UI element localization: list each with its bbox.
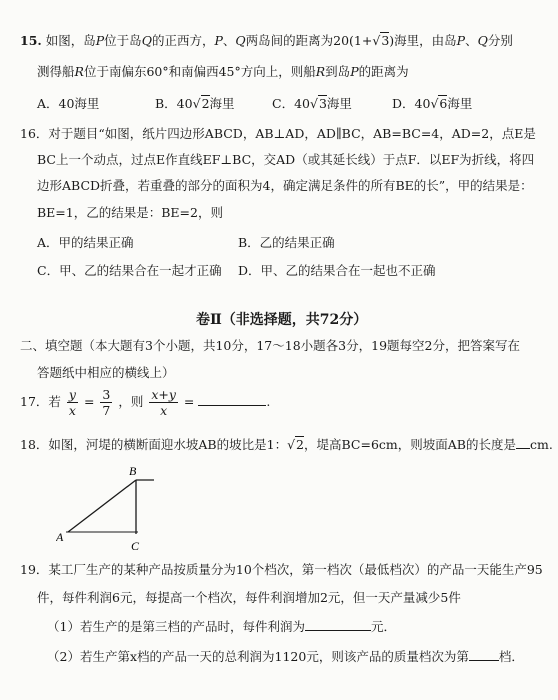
question-16-option-b: B．乙的结果正确 bbox=[238, 235, 335, 250]
question-19-line-1: 19．某工厂生产的某种产品按质量分为10个档次，第一档次（最低档次）的产品一天能生产95 bbox=[20, 562, 543, 577]
question-16-line-4: BE=1，乙的结果是：BE=2，则 bbox=[37, 205, 223, 220]
question-15-option-a: A．40海里 bbox=[37, 96, 100, 111]
answer-blank[interactable] bbox=[469, 660, 499, 661]
label-c: C bbox=[131, 539, 140, 552]
part-2-instructions-line-1: 二、填空题（本大题有3个小题，共10分，17～18小题各3分，19题每空2分，把答案写在 bbox=[20, 338, 520, 353]
fraction-3-over-7: $\frac{3}{7}$ bbox=[102, 387, 111, 418]
fraction-x-plus-y-over-x: $\frac{x+y}{x}$ bbox=[151, 387, 176, 418]
fraction-y-over-x: $\frac{y}{x}$ bbox=[68, 387, 76, 418]
question-19-sub-1: （1）若生产的是第三档的产品时，每件利润为 元． bbox=[47, 619, 396, 634]
question-15-option-d: D．40√6海里 bbox=[392, 96, 473, 111]
label-a: A bbox=[56, 530, 64, 544]
answer-blank[interactable] bbox=[305, 630, 371, 631]
question-15-line-1: 15. 如图，岛P位于岛Q的正西方，P、Q两岛间的距离为20(1+√3)海里，由岛P、Q分别 bbox=[20, 33, 513, 48]
slope-line-ab bbox=[68, 480, 136, 532]
answer-blank[interactable] bbox=[198, 405, 266, 406]
answer-blank[interactable] bbox=[516, 448, 530, 449]
question-16-option-d: D．甲、乙的结果合在一起也不正确 bbox=[238, 263, 436, 278]
question-17: 17．若 $\frac{y}{x}$ = $\frac{3}{7}$ ，则 $\frac{x+y}{x}$ = . bbox=[20, 387, 271, 418]
label-b: B bbox=[129, 464, 137, 478]
question-19-line-2: 件，每件利润6元，每提高一个档次，每件利润增加2元，但一天产量减少5件 bbox=[37, 590, 461, 605]
question-16-line-1: 16．对于题目“如图，纸片四边形ABCD，AB⊥AD，AD∥BC，AB=BC=4，AD=2，点E是 bbox=[20, 126, 536, 141]
question-18: 18．如图，河堤的横断面迎水坡AB的坡比是1：√2，堤高BC=6cm，则坡面AB的长度是 cm. bbox=[20, 437, 553, 452]
slope-figure bbox=[56, 462, 186, 552]
question-15-option-b: B．40√2海里 bbox=[155, 96, 235, 111]
question-15-line-2: 测得船R位于南偏东60°和南偏西45°方向上，则船R到岛P的距离为 bbox=[37, 64, 409, 79]
question-16-option-c: C．甲、乙的结果合在一起才正确 bbox=[37, 263, 222, 278]
question-16-option-a: A．甲的结果正确 bbox=[37, 235, 134, 250]
section-title: 卷Ⅱ（非选择题，共72分） bbox=[196, 312, 368, 328]
question-16-line-2: BC上一个动点，过点E作直线EF⊥BC，交AD（或其延长线）于点F．以EF为折线，将四 bbox=[37, 152, 535, 167]
part-2-instructions-line-2: 答题纸中相应的横线上） bbox=[37, 365, 175, 380]
question-19-sub-2: （2）若生产第x档的产品一天的总利润为1120元，则该产品的质量档次为第 档． bbox=[47, 649, 524, 664]
question-16-line-3: 边形ABCD折叠，若重叠的部分的面积为4，确定满足条件的所有BE的长”，甲的结果是： bbox=[37, 178, 533, 193]
question-15-option-c: C．40√3海里 bbox=[272, 96, 352, 111]
